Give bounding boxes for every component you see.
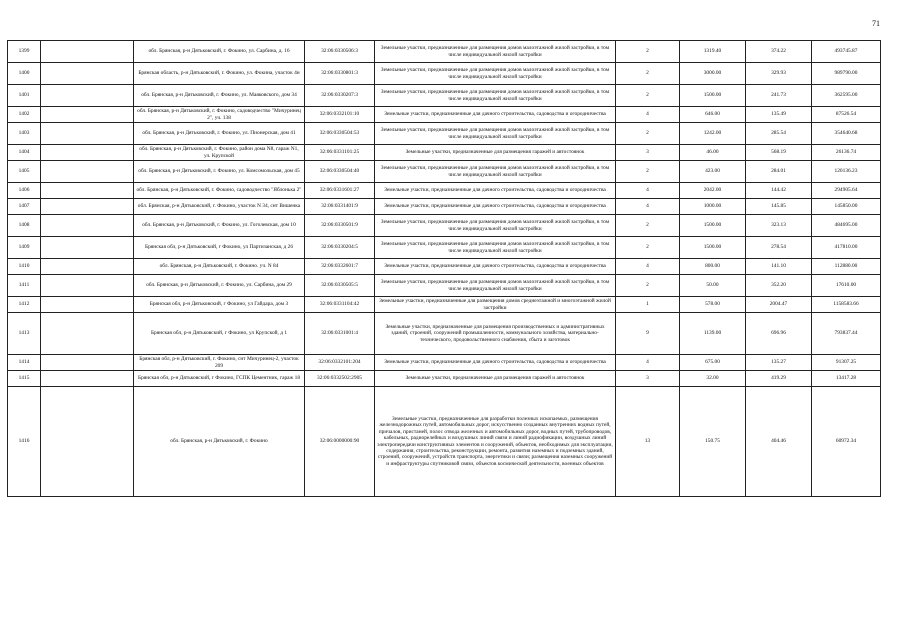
specific-value-cell: 696.96	[746, 313, 812, 355]
table-row	[8, 85, 881, 107]
spacer-cell	[41, 161, 134, 183]
row-id: 1408	[8, 215, 41, 237]
table-row	[8, 215, 881, 237]
land-use-cell: Земельные участки, предназначенные для размещения домов малоэтажной жилой застройки, в том числе индивидуальной жилой застройки	[375, 123, 616, 145]
area-cell: 1242.00	[680, 123, 746, 145]
area-cell: 423.00	[680, 161, 746, 183]
cadastral-number-cell: 32:06:0332101:204	[305, 355, 375, 371]
land-use-cell: Земельные участки, предназначенные для размещения гаражей и автостоянок	[375, 145, 616, 161]
area-cell: 46.00	[680, 145, 746, 161]
specific-value-cell: 141.10	[746, 259, 812, 275]
category-code-cell: 4	[616, 259, 680, 275]
specific-value-cell: 285.54	[746, 123, 812, 145]
specific-value-cell: 144.42	[746, 183, 812, 199]
land-use-cell: Земельные участки, предназначенные для размещения гаражей и автостоянок	[375, 371, 616, 387]
area-cell: 32.00	[680, 371, 746, 387]
category-code-cell: 3	[616, 145, 680, 161]
table-row	[8, 371, 881, 387]
row-id: 1401	[8, 85, 41, 107]
cadastral-number-cell: 32:06:0330501:9	[305, 215, 375, 237]
table-row	[8, 387, 881, 497]
spacer-cell	[41, 123, 134, 145]
land-use-cell: Земельные участки, предназначенные для дачного строительства, садоводства и огородничества	[375, 107, 616, 123]
area-cell: 1319.40	[680, 41, 746, 63]
specific-value-cell: 374.22	[746, 41, 812, 63]
land-use-cell: Земельные участки, предназначенные для размещения домов среднеэтажной и многоэтажной жилой застройки	[375, 297, 616, 313]
address-cell: обл. Брянская, р-н Дятьковский, г. Фокино, ул. Маяковского, дом 34	[134, 85, 305, 107]
address-cell: Брянская обл, р-н Дятьковский, г Фокино, ГСПК Цементник, гараж 18	[134, 371, 305, 387]
cadastral-number-cell: 32:06:0331104:42	[305, 297, 375, 313]
land-use-cell: Земельные участки, предназначенные для дачного строительства, садоводства и огородничества	[375, 183, 616, 199]
row-id: 1406	[8, 183, 41, 199]
area-cell: 1500.00	[680, 237, 746, 259]
address-cell: Брянская обл, р-н Дятьковский, г Фокино, ул Гайдара, дом 3	[134, 297, 305, 313]
row-id: 1403	[8, 123, 41, 145]
spacer-cell	[41, 297, 134, 313]
specific-value-cell: 278.54	[746, 237, 812, 259]
address-cell: Брянская обл, р-н Дятьковский, г. Фокино, снт Мичуринец-2, участок 209	[134, 355, 305, 371]
land-use-cell: Земельные участки, предназначенные для размещения домов малоэтажной жилой застройки, в том числе индивидуальной жилой застройки	[375, 63, 616, 85]
category-code-cell: 3	[616, 371, 680, 387]
cadastral-value-cell: 417810.00	[812, 237, 881, 259]
land-use-cell: Земельные участки, предназначенные для размещения домов малоэтажной жилой застройки, в том числе индивидуальной жилой застройки	[375, 237, 616, 259]
row-id: 1402	[8, 107, 41, 123]
address-cell: обл. Брянская, р-н Дятьковский, г. Фокино, ул. Сарбина, д. 16	[134, 41, 305, 63]
specific-value-cell: 2004.47	[746, 297, 812, 313]
category-code-cell: 4	[616, 199, 680, 215]
cadastral-number-cell: 32:06:0332101:10	[305, 107, 375, 123]
area-cell: 578.00	[680, 297, 746, 313]
table-row	[8, 199, 881, 215]
cadastral-value-cell: 989790.00	[812, 63, 881, 85]
spacer-cell	[41, 145, 134, 161]
cadastral-value-cell: 87526.54	[812, 107, 881, 123]
specific-value-cell: 329.93	[746, 63, 812, 85]
land-use-cell: Земельные участки, предназначенные для размещения производственных и административных зданий, строений, сооружений промышленности, коммунального хозяйства, материально-технического, продовольственного снабжения, сбыта и заготовок	[375, 313, 616, 355]
page-number: 71	[872, 19, 880, 28]
row-id: 1409	[8, 237, 41, 259]
address-cell: обл. Брянская, р-н Дятьковский, г. Фокино, ул. Сарбина, дом 29	[134, 275, 305, 297]
cadastral-value-cell: 354640.68	[812, 123, 881, 145]
cadastral-number-cell: 32:06:0330506:3	[305, 41, 375, 63]
land-use-cell: Земельные участки, предназначенные для дачного строительства, садоводства и огородничества	[375, 355, 616, 371]
address-cell: обл. Брянская, р-н Дятьковский, г. Фокино, ул. Гоголевская, дом 10	[134, 215, 305, 237]
cadastral-number-cell: 32:06:0331401:9	[305, 199, 375, 215]
area-cell: 2042.00	[680, 183, 746, 199]
row-id: 1413	[8, 313, 41, 355]
table-row	[8, 275, 881, 297]
category-code-cell: 2	[616, 63, 680, 85]
table-row	[8, 161, 881, 183]
spacer-cell	[41, 41, 134, 63]
category-code-cell: 2	[616, 85, 680, 107]
cadastral-value-cell: 493745.87	[812, 41, 881, 63]
table-row	[8, 107, 881, 123]
category-code-cell: 2	[616, 215, 680, 237]
address-cell: обл. Брянская, р-н Дятьковский, г. Фокино, ул. Пионерская, дом 41	[134, 123, 305, 145]
cadastral-number-cell: 32:06:0330505:5	[305, 275, 375, 297]
spacer-cell	[41, 275, 134, 297]
table-row	[8, 63, 881, 85]
land-registry-table	[7, 40, 881, 497]
row-id: 1407	[8, 199, 41, 215]
address-cell: Брянская обл, р-н Дятьковский, г Фокино, ул Партизанская, д 26	[134, 237, 305, 259]
row-id: 1404	[8, 145, 41, 161]
specific-value-cell: 135.27	[746, 355, 812, 371]
land-use-cell: Земельные участки, предназначенные для дачного строительства, садоводства и огородничества	[375, 259, 616, 275]
table-body	[8, 41, 881, 497]
category-code-cell: 2	[616, 161, 680, 183]
area-cell: 50.00	[680, 275, 746, 297]
specific-value-cell: 145.85	[746, 199, 812, 215]
table-row	[8, 237, 881, 259]
area-cell: 1500.00	[680, 215, 746, 237]
category-code-cell: 9	[616, 313, 680, 355]
row-id: 1410	[8, 259, 41, 275]
spacer-cell	[41, 85, 134, 107]
cadastral-value-cell: 60972.34	[812, 387, 881, 497]
spacer-cell	[41, 215, 134, 237]
spacer-cell	[41, 63, 134, 85]
category-code-cell: 4	[616, 183, 680, 199]
specific-value-cell: 568.19	[746, 145, 812, 161]
area-cell: 646.00	[680, 107, 746, 123]
address-cell: обл. Брянская, р-н Дятьковский, г. Фокино, ул. Комсомольская, дом 45	[134, 161, 305, 183]
address-cell: Брянская обл, р-н Дятьковский, г Фокино, ул Крупской, д 1	[134, 313, 305, 355]
cadastral-number-cell: 32:06:0330504:53	[305, 123, 375, 145]
land-use-cell: Земельные участки, предназначенные для разработки полезных ископаемых, размещения железнодорожных путей, автомобильных дорог, искусственно созданных внутренних водных путей, причалов, пристаней, полос отвода железных и автомобильных дорог, водных путей, трубопроводов, кабельных, радиорелейных и воздушных линий связи и линий радиофикации, воздушных линий электропередачи конструктивных элементов и сооружений, объектов, необходимых для эксплуатации, содержания, строительства, реконструкции, ремонта, развития наземных и подземных зданий, строений, сооружений, устройств транспорта, энергетики и связи; размещения наземных сооружений и инфраструктуры спутниковой связи, объектов космической деятельности, военных объектов	[375, 387, 616, 497]
spacer-cell	[41, 355, 134, 371]
address-cell: обл. Брянская, р-н Дятьковский, г. Фокино, садоводчество "Яблонька 2"	[134, 183, 305, 199]
land-use-cell: Земельные участки, предназначенные для дачного строительства, садоводства и огородничества	[375, 199, 616, 215]
specific-value-cell: 323.13	[746, 215, 812, 237]
cadastral-number-cell: 32:06:0332502:2905	[305, 371, 375, 387]
spacer-cell	[41, 313, 134, 355]
spacer-cell	[41, 387, 134, 497]
cadastral-number-cell: 32:06:0332601:7	[305, 259, 375, 275]
cadastral-number-cell: 32:06:0330801:3	[305, 63, 375, 85]
cadastral-value-cell: 362595.00	[812, 85, 881, 107]
area-cell: 800.00	[680, 259, 746, 275]
category-code-cell: 1	[616, 297, 680, 313]
specific-value-cell: 135.49	[746, 107, 812, 123]
address-cell: обл. Брянская, р-н Дятьковский, г. Фокино, участок N 34, снт Вишенка	[134, 199, 305, 215]
row-id: 1414	[8, 355, 41, 371]
row-id: 1411	[8, 275, 41, 297]
spacer-cell	[41, 183, 134, 199]
table-row	[8, 259, 881, 275]
address-cell: обл. Брянская, р-н Дятьковский, г. Фокино	[134, 387, 305, 497]
cadastral-number-cell: 32:06:0330207:3	[305, 85, 375, 107]
cadastral-value-cell: 294905.64	[812, 183, 881, 199]
specific-value-cell: 352.20	[746, 275, 812, 297]
table-row	[8, 313, 881, 355]
row-id: 1412	[8, 297, 41, 313]
spacer-cell	[41, 237, 134, 259]
land-use-cell: Земельные участки, предназначенные для размещения домов малоэтажной жилой застройки, в том числе индивидуальной жилой застройки	[375, 41, 616, 63]
address-cell: Брянская область, р-н Дятьковский, г. Фокино, ул. Фокина, участок 4н	[134, 63, 305, 85]
address-cell: обл. Брянская, р-н Дятьковский, г. Фокино, садоводчество "Мичуринец 2", уч. 138	[134, 107, 305, 123]
table-row	[8, 355, 881, 371]
category-code-cell: 4	[616, 355, 680, 371]
category-code-cell: 2	[616, 123, 680, 145]
cadastral-value-cell: 26136.74	[812, 145, 881, 161]
cadastral-value-cell: 484695.00	[812, 215, 881, 237]
land-use-cell: Земельные участки, предназначенные для размещения домов малоэтажной жилой застройки, в том числе индивидуальной жилой застройки	[375, 275, 616, 297]
table-row	[8, 145, 881, 161]
cadastral-value-cell: 13417.28	[812, 371, 881, 387]
cadastral-value-cell: 120136.23	[812, 161, 881, 183]
land-use-cell: Земельные участки, предназначенные для размещения домов малоэтажной жилой застройки, в том числе индивидуальной жилой застройки	[375, 85, 616, 107]
area-cell: 150.75	[680, 387, 746, 497]
cadastral-number-cell: 32:06:0330204:5	[305, 237, 375, 259]
area-cell: 3000.00	[680, 63, 746, 85]
specific-value-cell: 241.73	[746, 85, 812, 107]
category-code-cell: 13	[616, 387, 680, 497]
specific-value-cell: 284.01	[746, 161, 812, 183]
cadastral-number-cell: 32:06:0331101:25	[305, 145, 375, 161]
specific-value-cell: 419.29	[746, 371, 812, 387]
cadastral-number-cell: 32:06:0330504:40	[305, 161, 375, 183]
spacer-cell	[41, 259, 134, 275]
cadastral-number-cell: 32:06:0331601:27	[305, 183, 375, 199]
cadastral-value-cell: 145850.00	[812, 199, 881, 215]
row-id: 1405	[8, 161, 41, 183]
address-cell: обл. Брянская, р-н Дятьковский, г. Фокино. уч. N 84	[134, 259, 305, 275]
row-id: 1400	[8, 63, 41, 85]
row-id: 1399	[8, 41, 41, 63]
table-row	[8, 183, 881, 199]
land-use-cell: Земельные участки, предназначенные для размещения домов малоэтажной жилой застройки, в том числе индивидуальной жилой застройки	[375, 161, 616, 183]
land-use-cell: Земельные участки, предназначенные для размещения домов малоэтажной жилой застройки, в том числе индивидуальной жилой застройки	[375, 215, 616, 237]
cadastral-value-cell: 793837.44	[812, 313, 881, 355]
cadastral-value-cell: 112880.00	[812, 259, 881, 275]
area-cell: 675.00	[680, 355, 746, 371]
category-code-cell: 4	[616, 107, 680, 123]
area-cell: 1000.00	[680, 199, 746, 215]
table-row	[8, 123, 881, 145]
spacer-cell	[41, 371, 134, 387]
spacer-cell	[41, 199, 134, 215]
row-id: 1415	[8, 371, 41, 387]
specific-value-cell: 404.46	[746, 387, 812, 497]
area-cell: 1139.00	[680, 313, 746, 355]
cadastral-value-cell: 91307.25	[812, 355, 881, 371]
cadastral-value-cell: 17610.00	[812, 275, 881, 297]
area-cell: 1500.00	[680, 85, 746, 107]
category-code-cell: 2	[616, 275, 680, 297]
cadastral-value-cell: 1158583.66	[812, 297, 881, 313]
table-row	[8, 297, 881, 313]
row-id: 1416	[8, 387, 41, 497]
category-code-cell: 2	[616, 237, 680, 259]
address-cell: обл. Брянская, р-н Дятьковский, г. Фокино, район дома N8, гараж N1, ул. Крупской	[134, 145, 305, 161]
table-row	[8, 41, 881, 63]
cadastral-number-cell: 32:06:0000000:90	[305, 387, 375, 497]
category-code-cell: 2	[616, 41, 680, 63]
spacer-cell	[41, 107, 134, 123]
cadastral-number-cell: 32:06:0331001:4	[305, 313, 375, 355]
